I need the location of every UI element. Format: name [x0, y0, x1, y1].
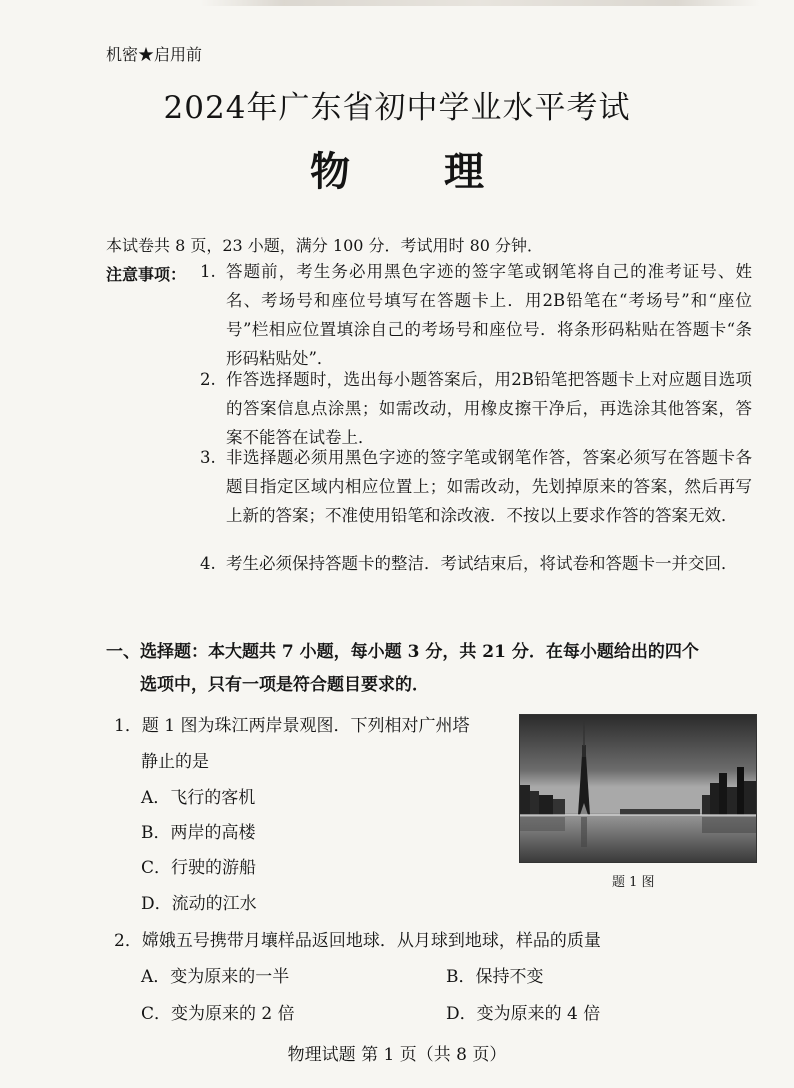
notice-label: 注意事项：	[106, 265, 187, 284]
question-2-stem: 2．嫦娥五号携带月壤样品返回地球．从月球到地球，样品的质量	[114, 931, 601, 951]
figure-1-caption: 题 1 图	[612, 875, 655, 890]
q1-option-b: B．两岸的高楼	[141, 823, 256, 843]
notice-item-text: 作答选择题时，选出每小题答案后，用2B铅笔把答题卡上对应题目选项的答案信息点涂黑；如需改动，用橡皮擦干净后，再选涂其他答案，答案不能答在试卷上．	[226, 370, 752, 447]
notice-item-number: 2.	[200, 370, 216, 389]
q1-option-d: D．流动的江水	[141, 894, 257, 914]
notice-item-text: 答题前，考生务必用黑色字迹的签字笔或钢笔将自己的准考证号、姓名、考场号和座位号填写在答题卡上．用2B铅笔在“考场号”和“座位号”栏相应位置填涂自己的考场号和座位号．将条形码粘贴在答题卡“条形码粘贴处”．	[226, 262, 752, 368]
notice-item-number: 4.	[200, 554, 216, 573]
section-heading-line1: 一、选择题：本大题共 7 小题，每小题 3 分，共 21 分．在每小题给出的四个	[106, 642, 699, 662]
q2-option-a: A．变为原来的一半	[141, 967, 290, 987]
subject-title: 物 理	[310, 148, 524, 195]
page-top-edge	[200, 0, 760, 6]
q2-option-b: B．保持不变	[446, 967, 544, 987]
q1-option-a: A．飞行的客机	[141, 788, 256, 808]
notice-item-number: 1.	[200, 262, 216, 281]
question-1-stem	[114, 708, 514, 780]
pearl-river-photo	[519, 714, 757, 863]
exam-title: 2024年广东省初中学业水平考试	[163, 90, 631, 126]
secret-label: 机密★启用前	[106, 45, 203, 64]
page-footer: 物理试题 第 1 页（共 8 页）	[287, 1045, 507, 1065]
section-heading	[106, 636, 756, 702]
question-1-stem-line1: 1．题 1 图为珠江两岸景观图．下列相对广州塔	[114, 716, 470, 736]
notice-item-text: 非选择题必须用黑色字迹的签字笔或钢笔作答，答案必须写在答题卡各题目指定区域内相应位置上；如需改动，先划掉原来的答案，然后再写上新的答案；不准使用铅笔和涂改液．不按以上要求作答的答案无效．	[226, 448, 752, 525]
notice-item-text: 考生必须保持答题卡的整洁．考试结束后，将试卷和答题卡一并交回．	[226, 554, 738, 573]
q1-option-c: C．行驶的游船	[141, 858, 257, 878]
q2-option-c: C．变为原来的 2 倍	[141, 1004, 295, 1024]
section-heading-line2: 选项中，只有一项是符合题目要求的．	[140, 675, 429, 695]
exam-intro: 本试卷共 8 页，23 小题，满分 100 分．考试用时 80 分钟．	[106, 236, 544, 255]
q2-option-d: D．变为原来的 4 倍	[446, 1004, 601, 1024]
question-1-stem-line2: 静止的是	[141, 752, 209, 772]
notice-item-number: 3.	[200, 448, 216, 467]
